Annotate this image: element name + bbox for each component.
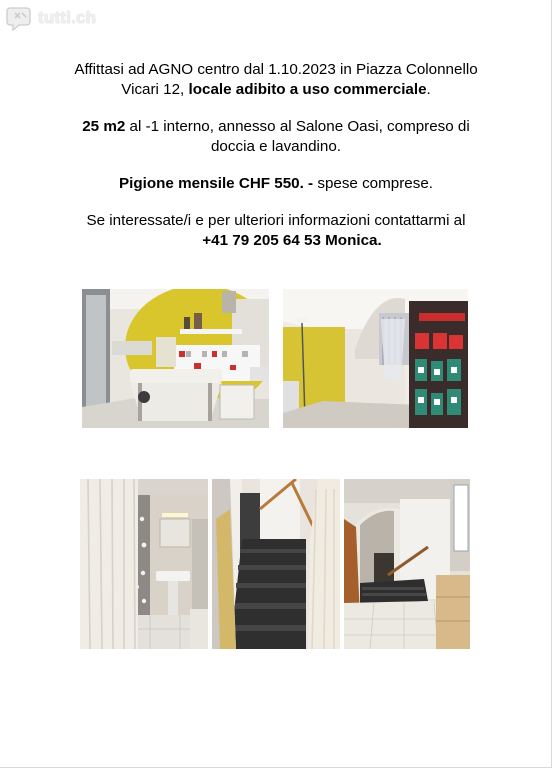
size-line-2: doccia e lavandino. xyxy=(210,138,342,155)
photo-entrance-stairs xyxy=(344,479,470,649)
availability-paragraph xyxy=(20,60,532,100)
photo-staircase xyxy=(212,479,340,649)
contact-phone: +41 79 205 64 53 Monica. xyxy=(202,232,382,249)
tutti-logo-icon xyxy=(6,4,34,32)
rent-amount: Pigione mensile CHF 550. - xyxy=(119,175,314,192)
size-line-1 xyxy=(20,117,532,137)
address-text: Vicari 12, xyxy=(121,81,189,98)
rent-note: spese comprese. xyxy=(313,175,433,192)
photo-treatment-room xyxy=(82,289,269,428)
availability-line-1: Affittasi ad AGNO centro dal 1.10.2023 in Piazza Colonnello xyxy=(74,61,478,78)
size-value: 25 m2 xyxy=(82,118,126,135)
watermark-text: tutti.ch xyxy=(38,8,97,27)
tutti-watermark xyxy=(6,4,96,32)
contact-paragraph xyxy=(20,211,532,251)
rent-line xyxy=(20,174,532,194)
availability-line-2 xyxy=(20,80,532,100)
period-text: . xyxy=(426,81,431,98)
size-description: al -1 interno, annesso al Salone Oasi, compreso di xyxy=(125,118,470,135)
contact-line-2 xyxy=(20,231,532,251)
photo-room-corner-with-shelf xyxy=(283,289,468,428)
rent-paragraph xyxy=(20,174,532,194)
contact-line-1: Se interessate/i e per ulteriori informazioni contattarmi al xyxy=(86,212,466,229)
photo-shower-and-sink xyxy=(80,479,208,649)
commercial-use-text: locale adibito a uso commerciale xyxy=(188,81,427,98)
size-paragraph xyxy=(20,117,532,157)
